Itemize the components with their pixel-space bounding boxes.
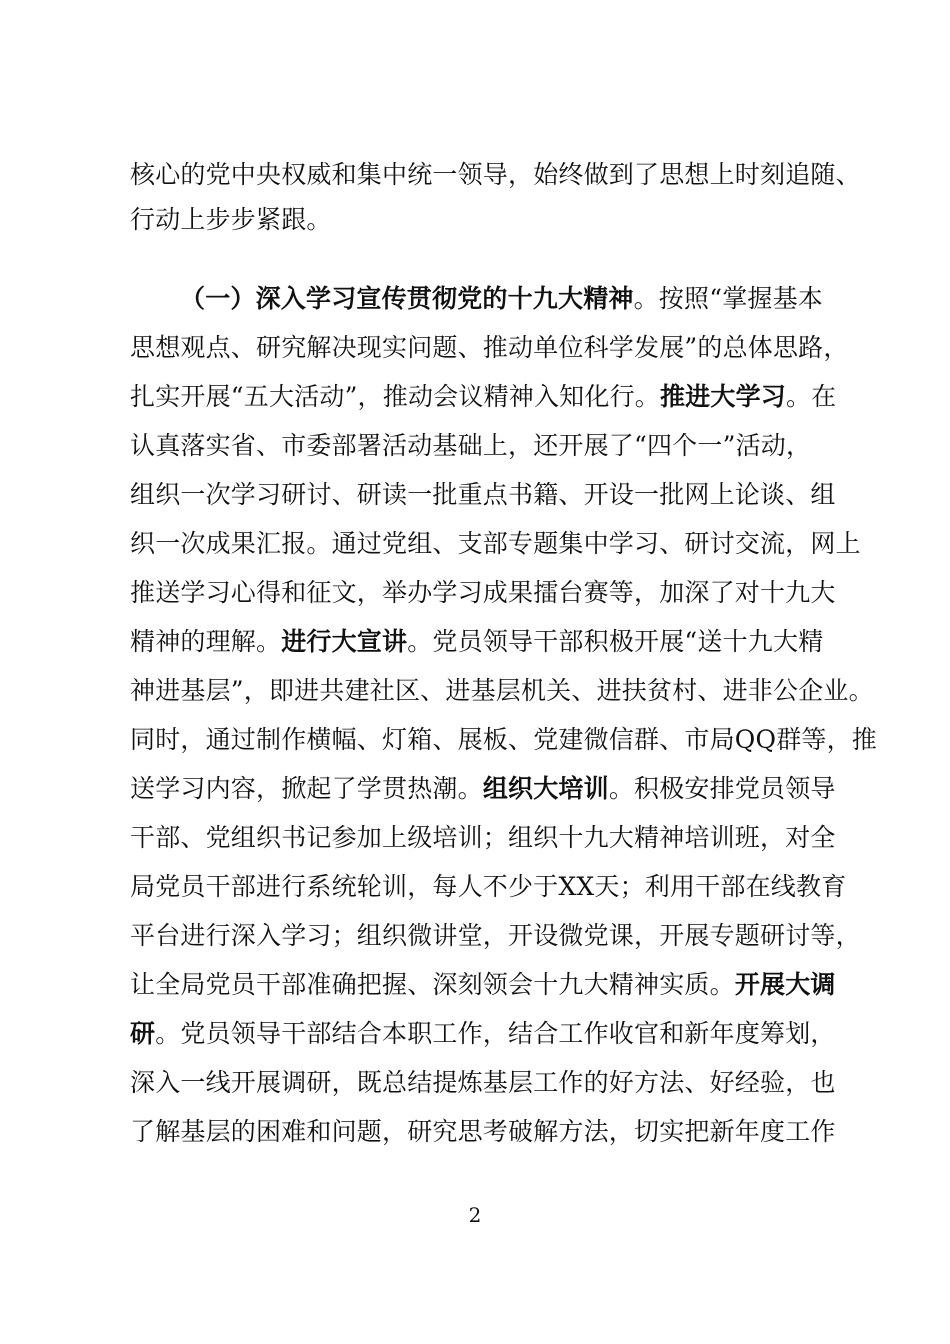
text-run: 。在 [785, 382, 837, 411]
bold-text-run: 研 [130, 1019, 156, 1048]
text-run: 神进基层”，即进共建社区、进基层机关、进扶贫村、进非公企业。 [130, 676, 874, 705]
bold-text-run: 组织大培训 [482, 774, 609, 803]
text-run: 局党员干部进行系统轮训，每人不少于XX天；利用干部在线教育 [130, 872, 847, 901]
text-run: 推送学习心得和征文，举办学习成果擂台赛等，加深了对十九大 [130, 578, 836, 607]
text-run: 认真落实省、市委部署活动基础上，还开展了“四个一”活动， [130, 431, 812, 460]
text-run: 。按照“掌握基本 [633, 284, 823, 313]
text-run: 。积极安排党员领导 [608, 774, 836, 803]
text-line [130, 970, 836, 1000]
text-line [130, 578, 836, 608]
text-run: 精神的理解。 [130, 627, 282, 656]
bold-text-run: 进行大宣讲 [281, 627, 408, 656]
bold-text-run: 开展大调 [734, 970, 836, 999]
text-run: 了解基层的困难和问题，研究思考破解方法，切实把新年度工作 [130, 1117, 836, 1146]
text-run: 组织一次学习研讨、研读一批重点书籍、开设一批网上论谈、组 [130, 480, 836, 509]
text-run: 平台进行深入学习；组织微讲堂，开设微党课，开展专题研讨等， [130, 921, 861, 950]
text-run: 核心的党中央权威和集中统一领导，始终做到了思想上时刻追随、 [130, 160, 861, 189]
text-line [130, 921, 861, 951]
text-line [130, 480, 836, 510]
text-run: 送学习内容，掀起了学贯热潮。 [130, 774, 483, 803]
text-line [130, 382, 837, 412]
text-line [130, 333, 849, 363]
text-run: 同时，通过制作横幅、灯箱、展板、党建微信群、市局QQ群等，推 [130, 725, 877, 754]
text-line [130, 529, 861, 559]
text-run: 思想观点、研究解决现实问题、推动单位科学发展”的总体思路， [130, 333, 849, 362]
text-line [130, 627, 830, 657]
text-line [130, 774, 836, 804]
text-line [130, 431, 830, 461]
text-run: 干部、党组织书记参加上级培训；组织十九大精神培训班，对全 [130, 823, 836, 852]
text-run: 。党员领导干部积极开展“送十九大精 [407, 627, 824, 656]
text-line [130, 1117, 836, 1147]
text-line [130, 1068, 836, 1098]
text-line [130, 1019, 836, 1049]
text-line [130, 676, 874, 706]
text-line [180, 284, 880, 314]
bold-text-run: （一）深入学习宣传贯彻党的十九大精神 [180, 284, 634, 313]
text-line [130, 872, 847, 902]
text-line [130, 160, 861, 190]
page-number: 2 [468, 1203, 482, 1227]
text-run: 扎实开展“五大活动”，推动会议精神入知化行。 [130, 382, 660, 411]
text-line [130, 725, 877, 755]
text-line [130, 823, 836, 853]
text-run: 深入一线开展调研，既总结提炼基层工作的好方法、好经验，也 [130, 1068, 836, 1097]
text-run: 。党员领导干部结合本职工作，结合工作收官和新年度筹划， [155, 1019, 836, 1048]
text-run: 行动上步步紧跟。 [130, 205, 332, 234]
text-run: 织一次成果汇报。通过党组、支部专题集中学习、研讨交流，网上 [130, 529, 861, 558]
text-run: 让全局党员干部准确把握、深刻领会十九大精神实质。 [130, 970, 735, 999]
text-line [130, 205, 830, 235]
bold-text-run: 推进大学习 [659, 382, 786, 411]
